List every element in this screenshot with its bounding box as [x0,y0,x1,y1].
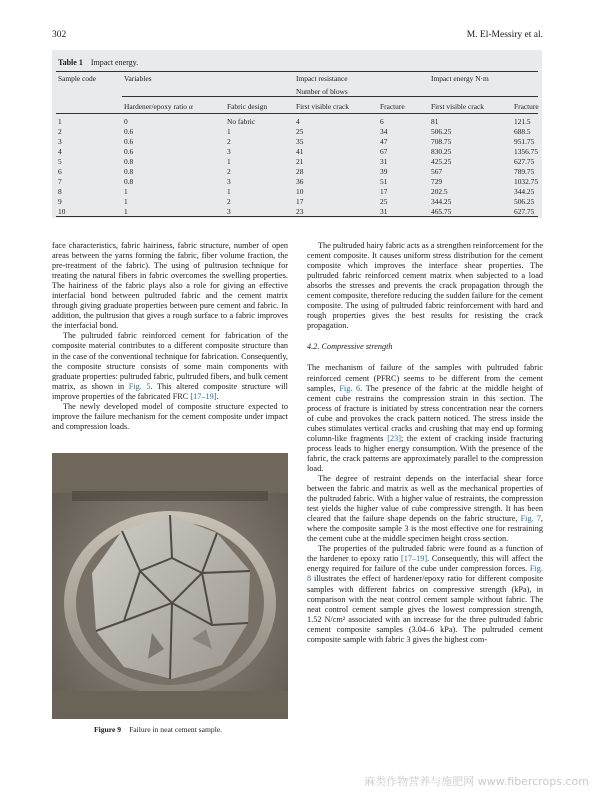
left-paragraph-1: face characteristics, fabric hairiness, fabric structure, number of open areas between the yarns forming the fabric, fiber volume fraction, the pre-treatment of the fabric). The using of pultrusion technique for treating the natural fibers in fabric overcomes the swelling properties. The hairiness of the fabric plays also a role for giving an effective interfacial bond between pultruded fabric and the cement matrix through giving graduate properties between pure cement and fabric. In addition, the pultrusion that gives a rough surface to a fabric improves the interfacial bond. [52,241,288,331]
cell-hardener-ratio: 0.8 [124,167,134,176]
cell-fabric-design: 3 [227,147,231,156]
cell-first-crack-blows: 41 [296,147,304,156]
cell-fabric-design: 3 [227,207,231,216]
left-column [52,241,288,432]
cell-first-crack-blows: 28 [296,167,304,176]
th-impact-energy: Impact energy N·m [431,74,489,83]
cell-fracture-blows: 17 [380,187,388,196]
cell-sample-code: 10 [58,207,66,216]
cell-first-crack-blows: 10 [296,187,304,196]
cell-hardener-ratio: 0.6 [124,147,134,156]
table-row [52,147,542,157]
cell-first-crack-blows: 21 [296,157,304,166]
figure-9-photo [52,453,288,789]
cell-sample-code: 7 [58,177,62,186]
link-fig-7[interactable]: Fig. 7 [520,514,541,524]
cell-fracture-blows: 67 [380,147,388,156]
cell-fabric-design: 3 [227,177,231,186]
table-rule-bottom [56,216,538,217]
cell-first-crack-blows: 4 [296,117,300,126]
figure-9-caption [94,725,222,734]
site-watermark: 麻类作物营养与施肥网 www.fibercrops.com [364,775,589,788]
cell-fabric-design: 1 [227,187,231,196]
cell-fabric-design: 1 [227,157,231,166]
th-first-crack-energy: First visible crack [431,102,484,111]
cell-sample-code: 9 [58,197,62,206]
table-rule-top [56,71,538,72]
table-row [52,187,542,197]
running-author: M. El-Messiry et al. [466,30,543,40]
cell-fracture-energy: 1356.75 [514,147,539,156]
section-heading-compressive-strength: 4.2. Compressive strength [307,342,393,352]
cell-first-crack-energy: 81 [431,117,439,126]
left-paragraph-2: The pultruded fabric reinforced cement for fabrication of the composite material contributes to a different composite structure than in the case of the conventional technique for fabrication. Consequently, the composite structure consists of some main components with graduate properties: pultruded fabric, pultruded fibers, and bulk cement matrix, as shown in Fig. 5. This altered composite structure will improve properties of the fabricated FRC [17–19]. [52,331,288,401]
cell-first-crack-energy: 344.25 [431,197,452,206]
link-fig-6[interactable]: Fig. 6 [339,383,361,393]
th-impact-resistance: Impact resistance [296,74,348,83]
table-row [52,177,542,187]
cell-hardener-ratio: 1 [124,197,128,206]
cell-fracture-energy: 789.75 [514,167,535,176]
cell-sample-code: 1 [58,117,62,126]
link-ref-17-19-b[interactable]: [17–19] [401,554,428,564]
cell-first-crack-blows: 25 [296,127,304,136]
table-row [52,167,542,177]
cell-fracture-energy: 344.25 [514,187,535,196]
cell-hardener-ratio: 0.6 [124,137,134,146]
cell-fracture-energy: 506.25 [514,197,535,206]
cell-fabric-design: 1 [227,127,231,136]
cell-fracture-blows: 51 [380,177,388,186]
cell-fracture-energy: 627.75 [514,157,535,166]
table-label: Table 1 [58,58,83,67]
left-paragraph-3: The newly developed model of composite structure expected to improve the failure mechanism for the cement composite under impact and compression loads. [52,401,288,431]
cell-fracture-blows: 47 [380,137,388,146]
cell-first-crack-blows: 35 [296,137,304,146]
cell-hardener-ratio: 0 [124,117,128,126]
cell-fracture-blows: 39 [380,167,388,176]
cement-sample-illustration [52,453,288,719]
th-number-of-blows: Number of blows [296,87,348,96]
cell-fracture-energy: 1032.75 [514,177,539,186]
cell-first-crack-energy: 202.5 [431,187,448,196]
table-row [52,157,542,167]
cell-fracture-energy: 951.75 [514,137,535,146]
cell-fracture-blows: 34 [380,127,388,136]
th-variables: Variables [124,74,152,83]
cell-fabric-design: No fabric [227,117,256,126]
figure-label: Figure 9 [94,725,122,734]
cell-fracture-energy: 121.5 [514,117,531,126]
cell-sample-code: 8 [58,187,62,196]
cell-sample-code: 3 [58,137,62,146]
figure-caption-text: Failure in neat cement sample. [129,725,223,734]
th-hardener-ratio: Hardener/epoxy ratio α [124,102,193,111]
th-first-crack-blows: First visible crack [296,102,349,111]
cell-first-crack-energy: 830.25 [431,147,452,156]
th-fabric-design: Fabric design [227,102,268,111]
cell-fracture-blows: 6 [380,117,384,126]
cell-first-crack-blows: 17 [296,197,304,206]
cell-first-crack-blows: 36 [296,177,304,186]
cell-fabric-design: 2 [227,137,231,146]
table-caption [58,58,138,67]
table-row [52,127,542,137]
page-number: 302 [52,30,67,40]
right-paragraph-4: The properties of the pultruded fabric were found as a function of the hardener to epoxy ratio [17–19]. Consequently, this will affect the energy required for failure of the cube under compression forces. Fig. 8 illustrates the effect of hardener/epoxy ratio for different composite samples with different fabrics on compressive strength (kPa), in comparison with the neat control cement sample without fabric. The neat control cement sample gives the lowest compression strength, 1.52 N/cm² associated with an increase for the three pultruded fabric cement composite samples (3.04–6 kPa). The pultruded cement composite sample with fabric 3 gives the highest com- [307,544,543,644]
link-fig-8[interactable]: Fig. 8 [307,564,543,584]
cell-fracture-energy: 627.75 [514,207,535,216]
right-column [307,241,543,645]
cell-fracture-blows: 31 [380,157,388,166]
table-rule-sub [122,96,538,97]
table-row [52,197,542,207]
running-header [52,30,543,44]
right-paragraph-2: The mechanism of failure of the samples with pultruded fabric reinforced cement (PFRC) seems to be different from the cement samples, Fig. 6. The presence of the fabric at the middle height of cement cube restrains the compression strain in this section. The process of fracture is initiated by stress concentration near the corners of cube and provokes the crack pattern noticed. The stress inside the cubes stimulates vertical cracks and crushing that may end up forming column-like fragments [23]; the extent of cracking inside fracturing process leads to higher energy consumption. With the presence of the fabric, the crack patterns are approximately parallel to the compression load. [307,363,543,473]
cell-first-crack-blows: 23 [296,207,304,216]
cell-fracture-blows: 31 [380,207,388,216]
cell-first-crack-energy: 506.25 [431,127,452,136]
th-sample-code: Sample code [58,74,96,83]
cell-hardener-ratio: 1 [124,207,128,216]
cell-hardener-ratio: 1 [124,187,128,196]
cell-sample-code: 5 [58,157,62,166]
cell-hardener-ratio: 0.8 [124,177,134,186]
link-ref-23[interactable]: [23] [387,433,401,443]
cell-first-crack-energy: 465.75 [431,207,452,216]
cell-first-crack-energy: 567 [431,167,443,176]
table-impact-energy [52,50,542,218]
th-fracture-blows: Fracture [380,102,405,111]
cell-hardener-ratio: 0.8 [124,157,134,166]
link-fig-5[interactable]: Fig. 5 [128,381,151,391]
cell-hardener-ratio: 0.6 [124,127,134,136]
cell-first-crack-energy: 425.25 [431,157,452,166]
cell-sample-code: 2 [58,127,62,136]
cell-sample-code: 6 [58,167,62,176]
right-paragraph-1: The pultruded hairy fabric acts as a strengthen reinforcement for the cement composite. It causes uniform stress distribution for the cement composite which improves the interface shear properties. The pultruded fabric reinforced cement matrix when subjected to a load absorbs the stresses and prevents the crack propagation through the cement composite, therefore reducing the sudden failure for the cement composite. The using of pultruded fabric reinforcement with hard and rough properties gives the best results for resisting the crack propagation. [307,241,543,331]
table-row [52,117,542,127]
cell-fabric-design: 2 [227,167,231,176]
table-row [52,137,542,147]
table-title: Impact energy. [90,58,139,67]
th-fracture-energy: Fracture [514,102,539,111]
link-ref-17-19[interactable]: [17–19] [190,391,217,401]
cell-first-crack-energy: 729 [431,177,443,186]
cell-fracture-energy: 688.5 [514,127,531,136]
cell-fabric-design: 2 [227,197,231,206]
cell-sample-code: 4 [58,147,62,156]
cell-fracture-blows: 25 [380,197,388,206]
right-paragraph-3: The degree of restraint depends on the interfacial shear force between the fabric and matrix as well as the mechanical properties of the pultruded fabric. With a higher value of restraints, the compression test yields the higher value of cube compressive strength. It has been cleared that the failure shape depends on the fabric structure, Fig. 7, where the composite sample 3 is the most effective one for restraining the cement cube at the middle specimen height cross section. [307,473,543,544]
cell-first-crack-energy: 708.75 [431,137,452,146]
table-rule-head [56,113,538,114]
